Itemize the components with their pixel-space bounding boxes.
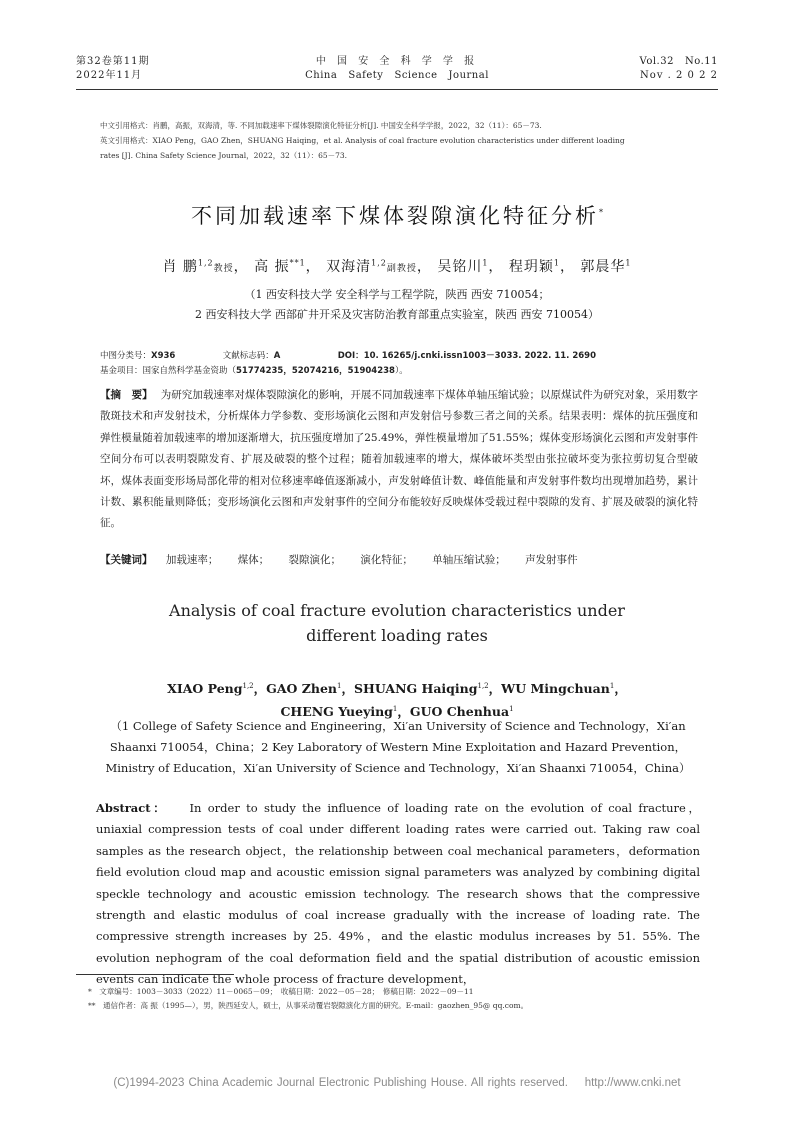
authors-en-line1: [0, 676, 794, 699]
author-en: GUO Chenhua$^1$: [409, 704, 514, 720]
journal-name-en: China Safety Science Journal: [305, 70, 489, 81]
article-metadata: [100, 349, 700, 379]
abstract-zh-label: 【摘 要】: [100, 389, 153, 401]
affiliations-zh: [0, 285, 794, 325]
author-zh: 肖 鹏$^{1,2}$教授: [162, 258, 234, 275]
copyright-notice: (C)1994-2023 China Academic Journal Electronic Publishing House. All rights reserved. http://www.cnki.net: [113, 1077, 681, 1089]
header-rule: [76, 89, 718, 90]
citation-en-line1: 英文引用格式：XIAO Peng，GAO Zhen，SHUANG Haiqing，et al. Analysis of coal fracture evolution characteristics under different loading: [100, 136, 625, 145]
author-en: SHUANG Haiqing$^{1,2}$，: [354, 681, 502, 697]
citation-block: [100, 118, 720, 163]
author-zh: 郭晨华$^1$: [580, 258, 632, 275]
paper-title-en: [0, 598, 794, 648]
footnote-rule: [76, 974, 234, 975]
doi: 10. 16265/j.cnki.issn1003－3033. 2022. 11. 2690: [363, 351, 597, 361]
footnote-article-info: * 文章编号：1003－3033（2022）11－0065－09； 收稿日期：2022－05－28； 修稿日期：2022－09－11: [88, 987, 474, 996]
volume-issue-en: Vol.32 No.11: [639, 56, 718, 67]
date-en: Nov . 2 0 2 2: [640, 70, 718, 81]
title-zh-text: 不同加载速率下煤体裂隙演化特征分析: [191, 204, 599, 228]
footnote-corresponding-author: ** 通信作者：高 振（1995—），男，陕西延安人，硕士，从事采动覆岩裂隙演化方面的研究。E-mail：gaozhen_95@ qq.com。: [88, 1001, 529, 1010]
abstract-en: [96, 798, 700, 991]
keyword: 单轴压缩试验；: [432, 554, 506, 566]
citation-en-line2: rates [J]. China Safety Science Journal，2022，32（11）：65－73.: [100, 151, 348, 160]
abstract-en-label: Abstract：: [96, 801, 168, 815]
title-zh-footnote-mark: *: [599, 208, 603, 217]
keywords-zh: [100, 552, 720, 567]
author-zh: 程玥颖$^1$: [508, 258, 560, 275]
document-code: A: [273, 351, 281, 361]
journal-name-zh: 中 国 安 全 科 学 学 报: [315, 56, 479, 67]
keyword: 裂隙演化；: [288, 554, 342, 566]
classification-row: 中图分类号：X936 文献标志码：A DOI：10. 16265/j.cnki.issn1003－3033. 2022. 11. 2690: [100, 351, 597, 361]
abstract-en-text: In order to study the influence of loading rate on the evolution of coal fracture，uniaxial compression tests of coal under different loading rates were carried out. Taking raw coal samples as the research object，the relationship between coal mechanical parameters，deformation field evolution cloud map and acoustic emission signal parameters was analyzed by combining digital speckle technology and acoustic emission technology. The research shows that the compressive strength and elastic modulus of coal increase gradually with the increase of loading rate. The compressive strength increases by 25. 49%，and the elastic modulus increases by 51. 55%. The evolution nephogram of the coal deformation field and the spatial distribution of acoustic emission events can indicate the whole process of fracture development，: [96, 801, 700, 987]
keyword: 演化特征；: [360, 554, 413, 566]
affiliation-zh-1: （1 西安科技大学 安全科学与工程学院，陕西 西安 710054；: [244, 288, 550, 301]
running-header-right: [640, 55, 718, 83]
affiliation-zh-2: 2 西安科技大学 西部矿井开采及灾害防治教育部重点实验室，陕西 西安 710054）: [195, 308, 599, 321]
abstract-zh: [100, 385, 698, 535]
keyword: 加载速率；: [165, 554, 219, 566]
author-zh: 吴铭川$^1$: [437, 258, 489, 275]
author-en: GAO Zhen$^1$，: [266, 681, 355, 697]
author-en: WU Mingchuan$^1$，: [501, 681, 627, 697]
fund-numbers: 51774235，52074216，51904238: [236, 366, 395, 376]
keyword: 声发射事件: [525, 554, 578, 566]
authors-zh: 肖 鹏$^{1,2}$教授， 高 振$^{**1}$， 双海清$^{1,2}$副教授， 吴铭川$^1$， 程玥颖$^1$， 郭晨华$^1$: [162, 258, 632, 275]
title-en-line1: Analysis of coal fracture evolution characteristics under: [169, 601, 625, 620]
date-zh: 2022年11月: [76, 70, 143, 81]
citation-cn: 中文引用格式：肖鹏，高振，双海清，等. 不同加载速率下煤体裂隙演化特征分析[J]. 中国安全科学学报，2022，32（11）：65－73.: [100, 121, 542, 130]
author-zh: 双海清$^{1,2}$副教授: [326, 258, 417, 275]
author-en: CHENG Yueying$^1$，: [280, 704, 410, 720]
volume-issue-zh: 第32卷第11期: [76, 56, 150, 67]
author-zh: 高 振$^{**1}$: [254, 258, 306, 275]
keyword: 煤体；: [237, 554, 270, 566]
abstract-zh-text: 为研究加载速率对煤体裂隙演化的影响，开展不同加载速率下煤体单轴压缩试验；以原煤试件为研究对象，采用数字散斑技术和声发射技术，分析煤体力学参数、变形场演化云图和声发射信号参数三者之间的关系。结果表明：煤体的抗压强度和弹性模量随着加载速率的增加逐渐增大，抗压强度增加了25.49%，弹性模量增加了51.55%；煤体变形场演化云图和声发射事件空间分布可以表明裂隙发育、扩展及破裂的整个过程；随着加载速率的增大，煤体破坏类型由张拉破坏变为张拉剪切复合型破坏，煤体表面变形场局部化带的相对位移速率峰值逐渐减小，声发射峰值计数、峰值能量和声发射事件数均出现增加趋势，累计计数、累积能量则降低；变形场演化云图和声发射事件的空间分布能较好反映煤体受载过程中裂隙的发育、扩展及破裂的演化特征。: [100, 389, 699, 530]
title-en-line2: different loading rates: [306, 626, 488, 645]
keywords-zh-label: 【关键词】: [100, 554, 153, 566]
footnotes: [88, 985, 728, 1013]
fund-row: 基金项目：国家自然科学基金资助（51774235，52074216，51904238）。: [100, 366, 408, 376]
paper-title-zh: [0, 200, 794, 230]
clc-number: X936: [151, 351, 176, 361]
affiliations-en: （1 College of Safety Science and Engineering，Xi′an University of Science and Technology，Xi′an Shaanxi 710054，China；2 Key Laboratory of Western Mine Exploitation and Hazard Prevention，Ministry of Education，Xi′an University of Science and Technology，Xi′an Shaanxi 710054，China）: [105, 719, 691, 775]
author-en: XIAO Peng$^{1,2}$，: [167, 681, 267, 697]
